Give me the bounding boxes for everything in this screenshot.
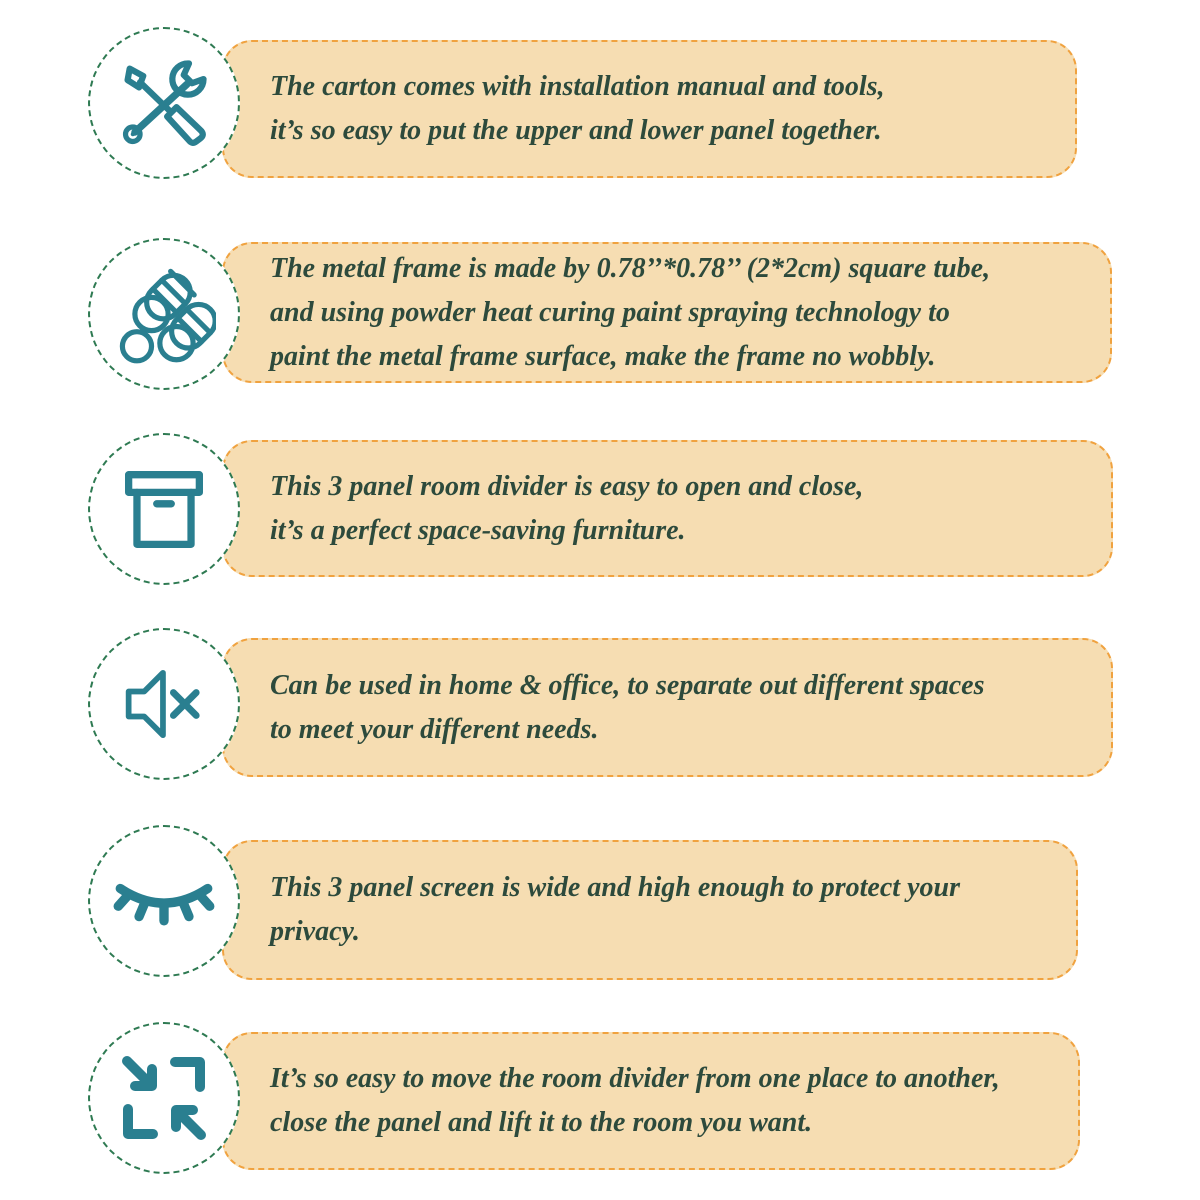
feature-text-line: privacy. — [270, 916, 360, 947]
feature-text-line: it’s so easy to put the upper and lower panel together. — [270, 115, 882, 146]
feature-bubble — [222, 840, 1078, 980]
icon-circle — [88, 825, 240, 977]
tools-icon — [112, 51, 216, 155]
icon-circle — [88, 628, 240, 780]
feature-bubble — [222, 242, 1112, 383]
metal-tubes-icon — [112, 262, 216, 366]
icon-circle — [88, 238, 240, 390]
icon-circle — [88, 27, 240, 179]
feature-bubble — [222, 638, 1113, 777]
icon-circle — [88, 1022, 240, 1174]
feature-text-line: paint the metal frame surface, make the frame no wobbly. — [270, 340, 936, 372]
move-arrows-icon — [114, 1048, 214, 1148]
carton-box-icon — [112, 457, 216, 561]
feature-bubble — [222, 40, 1077, 178]
feature-text-line: to meet your different needs. — [270, 713, 599, 745]
feature-bubble — [222, 1032, 1080, 1170]
feature-text-line: Can be used in home & office, to separate out different spaces — [270, 669, 985, 701]
muted-speaker-icon — [112, 652, 216, 756]
feature-text-line: This 3 panel room divider is easy to open and close, — [270, 470, 864, 502]
feature-bubble — [222, 440, 1113, 577]
closed-eye-icon — [110, 849, 218, 953]
feature-text-line: It’s so easy to move the room divider from one place to another, — [270, 1063, 1000, 1094]
feature-text-line: close the panel and lift it to the room you want. — [270, 1107, 813, 1138]
feature-text-line: The carton comes with installation manual and tools, — [270, 71, 885, 102]
feature-text-line: This 3 panel screen is wide and high enough to protect your — [270, 872, 960, 903]
feature-text-line: The metal frame is made by 0.78’’*0.78’’ (2*2cm) square tube, — [270, 252, 991, 284]
feature-text-line: and using powder heat curing paint spraying technology to — [270, 296, 950, 328]
feature-text-line: it’s a perfect space-saving furniture. — [270, 514, 686, 546]
icon-circle — [88, 433, 240, 585]
